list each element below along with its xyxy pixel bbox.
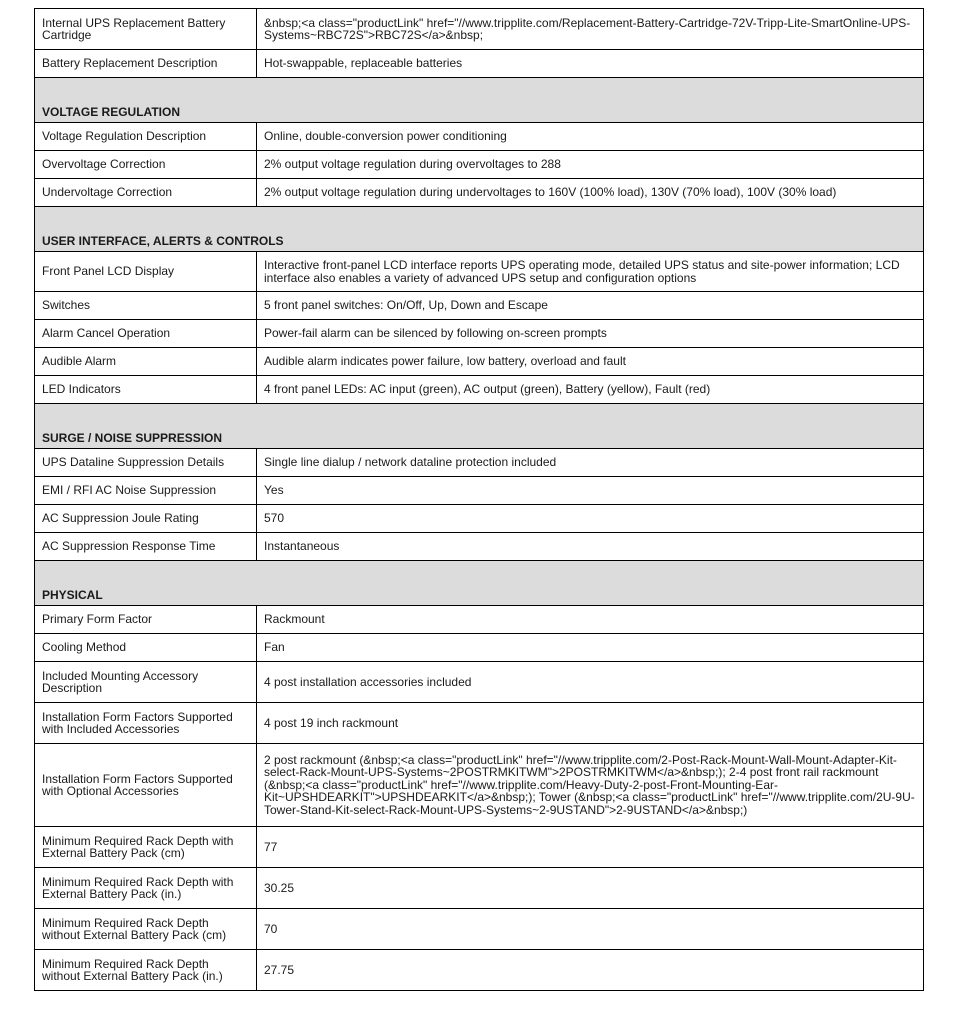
spec-row: [35, 533, 924, 561]
spec-table: [34, 8, 924, 991]
spec-label: Switches: [35, 292, 257, 320]
spec-value: 2% output voltage regulation during overvoltages to 288: [257, 151, 924, 179]
spec-value: Single line dialup / network dataline protection included: [257, 449, 924, 477]
spec-row: [35, 505, 924, 533]
spec-label: Battery Replacement Description: [35, 50, 257, 78]
spec-value: 2 post rackmount (&nbsp;<a class="productLink" href="//www.tripplite.com/2-Post-Rack-Mount-Wall-Mount-Adapter-Kit-select-Rack-Mount-UPS-Systems~2POSTRMKITWM">2POSTRMKITWM</a>&nbsp;); 2-4 post front rail rackmount (&nbsp;<a class="productLink" href="//www.tripplite.com/Heavy-Duty-2-post-Front-Mounting-Ear-Kit~UPSHDEARKIT">UPSHDEARKIT</a>&nbsp;); Tower (&nbsp;<a class="productLink" href="//www.tripplite.com/2U-9U-Tower-Stand-Kit-select-Rack-Mount-UPS-Systems~2-9USTAND">2-9USTAND</a>&nbsp;): [257, 744, 924, 827]
spec-label: Overvoltage Correction: [35, 151, 257, 179]
spec-label: Primary Form Factor: [35, 606, 257, 634]
spec-label: Undervoltage Correction: [35, 179, 257, 207]
spec-row: [35, 827, 924, 868]
spec-value: Rackmount: [257, 606, 924, 634]
spec-row: [35, 703, 924, 744]
spec-value: &nbsp;<a class="productLink" href="//www.tripplite.com/Replacement-Battery-Cartridge-72V-Tripp-Lite-SmartOnline-UPS-Systems~RBC72S">RBC72S</a>&nbsp;: [257, 9, 924, 50]
spec-row: [35, 320, 924, 348]
spec-row: [35, 50, 924, 78]
spec-label: Minimum Required Rack Depth without External Battery Pack (cm): [35, 909, 257, 950]
spec-row: [35, 348, 924, 376]
spec-row: [35, 744, 924, 827]
spec-row: [35, 662, 924, 703]
spec-label: UPS Dataline Suppression Details: [35, 449, 257, 477]
spec-row: [35, 292, 924, 320]
spec-row: [35, 606, 924, 634]
spec-label: Included Mounting Accessory Description: [35, 662, 257, 703]
spec-label: EMI / RFI AC Noise Suppression: [35, 477, 257, 505]
spec-value: 570: [257, 505, 924, 533]
spec-value: 77: [257, 827, 924, 868]
spec-value: 70: [257, 909, 924, 950]
spec-label: Minimum Required Rack Depth without External Battery Pack (in.): [35, 950, 257, 991]
spec-label: Internal UPS Replacement Battery Cartridge: [35, 9, 257, 50]
spec-row: [35, 376, 924, 404]
spec-row: [35, 9, 924, 50]
spec-value: 5 front panel switches: On/Off, Up, Down and Escape: [257, 292, 924, 320]
spec-value: 4 post 19 inch rackmount: [257, 703, 924, 744]
spec-row: [35, 950, 924, 991]
spec-value: Audible alarm indicates power failure, low battery, overload and fault: [257, 348, 924, 376]
spec-label: LED Indicators: [35, 376, 257, 404]
spec-row: [35, 123, 924, 151]
spec-label: AC Suppression Joule Rating: [35, 505, 257, 533]
spec-label: Voltage Regulation Description: [35, 123, 257, 151]
spec-row: [35, 151, 924, 179]
spec-value: Interactive front-panel LCD interface reports UPS operating mode, detailed UPS status and site-power information; LCD interface also enables a variety of advanced UPS setup and configuration options: [257, 252, 924, 292]
spec-value: Fan: [257, 634, 924, 662]
spec-row: [35, 477, 924, 505]
spec-value: Power-fail alarm can be silenced by following on-screen prompts: [257, 320, 924, 348]
spec-label: Minimum Required Rack Depth with External Battery Pack (cm): [35, 827, 257, 868]
section-header-row: [35, 404, 924, 449]
spec-row: [35, 252, 924, 292]
section-header-row: [35, 207, 924, 252]
spec-value: 27.75: [257, 950, 924, 991]
spec-value: 4 front panel LEDs: AC input (green), AC output (green), Battery (yellow), Fault (red): [257, 376, 924, 404]
spec-value: 4 post installation accessories included: [257, 662, 924, 703]
spec-row: [35, 868, 924, 909]
spec-value: Instantaneous: [257, 533, 924, 561]
section-title: VOLTAGE REGULATION: [35, 78, 924, 123]
spec-label: Audible Alarm: [35, 348, 257, 376]
spec-value: Yes: [257, 477, 924, 505]
spec-label: Front Panel LCD Display: [35, 252, 257, 292]
spec-value: Online, double-conversion power conditioning: [257, 123, 924, 151]
spec-row: [35, 909, 924, 950]
spec-table-body: [35, 9, 924, 991]
section-title: PHYSICAL: [35, 561, 924, 606]
spec-row: [35, 449, 924, 477]
section-title: USER INTERFACE, ALERTS & CONTROLS: [35, 207, 924, 252]
spec-value: 30.25: [257, 868, 924, 909]
spec-label: Alarm Cancel Operation: [35, 320, 257, 348]
section-header-row: [35, 561, 924, 606]
spec-label: Installation Form Factors Supported with Optional Accessories: [35, 744, 257, 827]
spec-value: 2% output voltage regulation during undervoltages to 160V (100% load), 130V (70% load), 100V (30% load): [257, 179, 924, 207]
spec-label: Minimum Required Rack Depth with External Battery Pack (in.): [35, 868, 257, 909]
spec-value: Hot-swappable, replaceable batteries: [257, 50, 924, 78]
spec-label: AC Suppression Response Time: [35, 533, 257, 561]
spec-label: Cooling Method: [35, 634, 257, 662]
section-header-row: [35, 78, 924, 123]
section-title: SURGE / NOISE SUPPRESSION: [35, 404, 924, 449]
spec-row: [35, 634, 924, 662]
spec-row: [35, 179, 924, 207]
spec-label: Installation Form Factors Supported with Included Accessories: [35, 703, 257, 744]
